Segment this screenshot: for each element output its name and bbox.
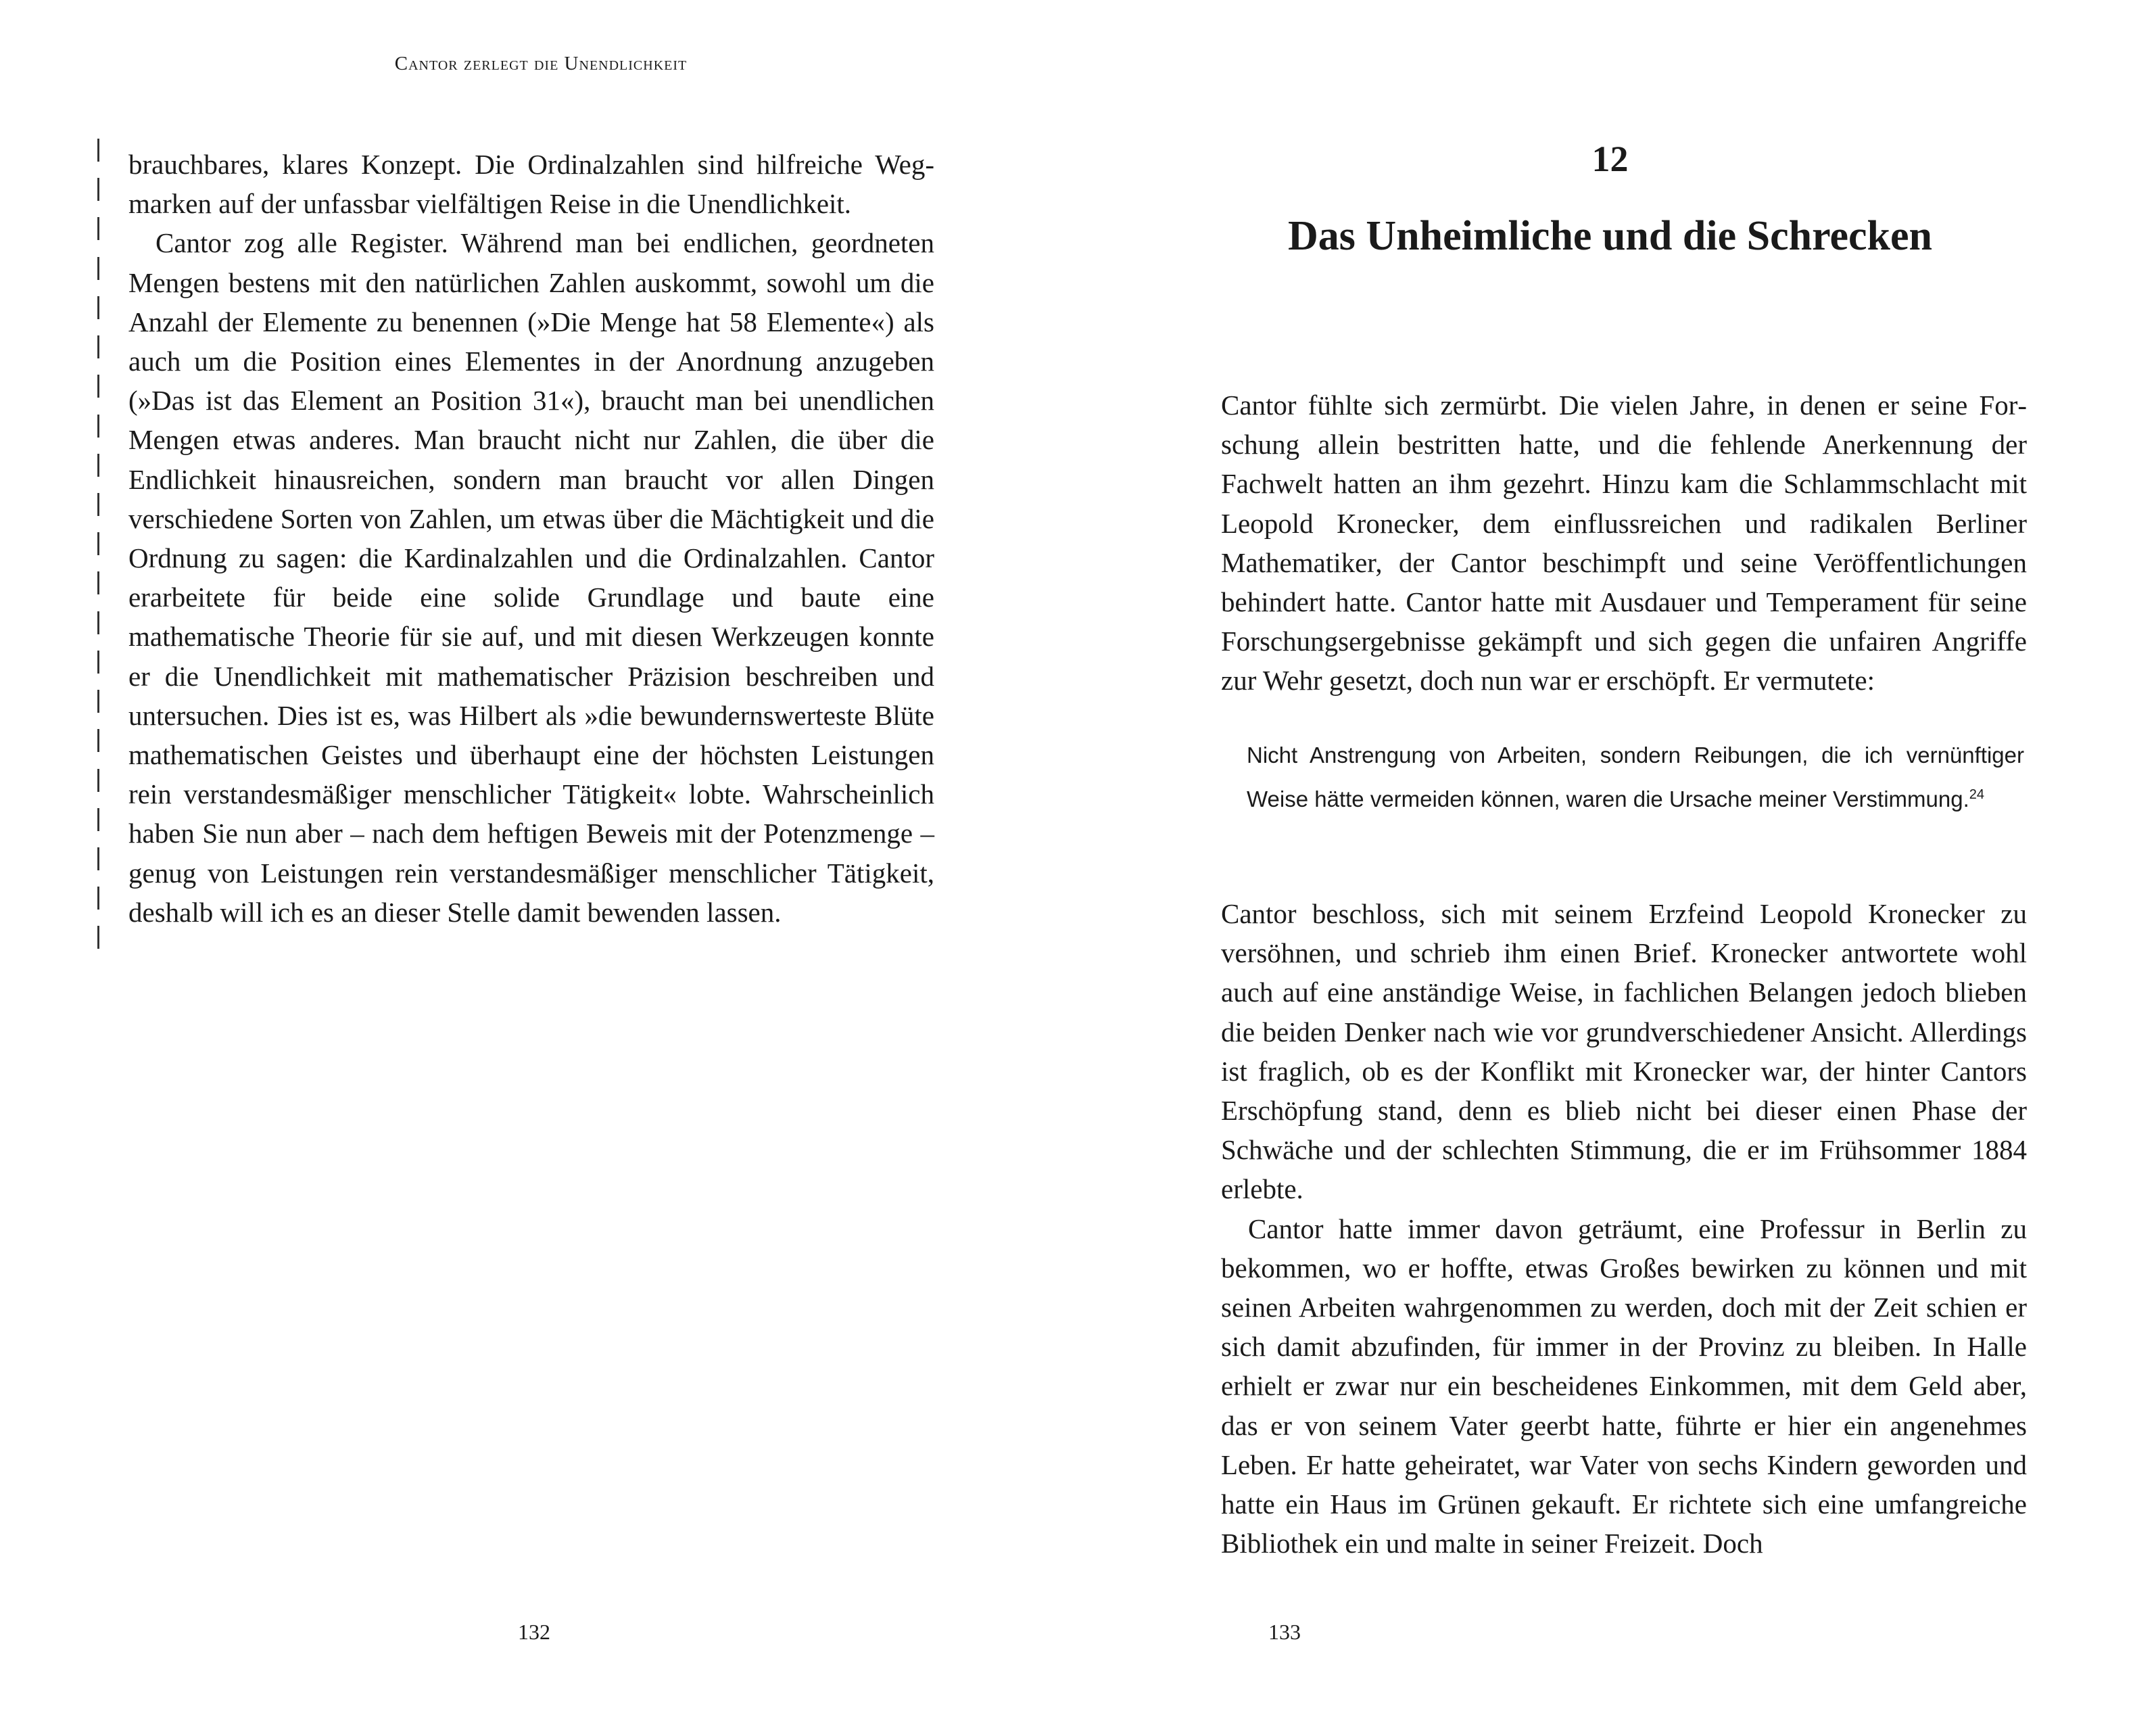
page-number-left: 132: [518, 1620, 550, 1644]
left-body-text: [128, 145, 934, 932]
quote-text: Nicht Anstrengung von Arbeiten, sondern Reibungen, die ich vernünftiger Weise hätte vermeiden können, waren die Ursache meiner Verstimmung.: [1247, 743, 2024, 812]
right-body-text-1: [1221, 385, 2027, 701]
paragraph: brauchbares, klares Konzept. Die Ordinalzahlen sind hilfreiche Wegmarken auf der unfassbar vielfältigen Reise in die Unendlichkeit.: [128, 149, 934, 220]
block-quote: [1247, 735, 2024, 819]
right-body-text-2: [1221, 894, 2027, 1563]
running-head: Cantor zerlegt die Unendlichkeit: [394, 53, 688, 74]
paragraph: Cantor beschloss, sich mit seinem Erzfeind Leopold Kronecker zu versöhnen, und schrieb ihm einen Brief. Kronecker antwortete wohl auch auf eine anständige Weise, in fachlichen Belangen jedoch blieben die beiden Denker nach wie vor grundverschiedener Ansicht. Allerdings ist fraglich, ob es der Konflikt mit Kronecker war, der hinter Cantors Erschöpfung stand, denn es blieb nicht bei dieser einen Phase der Schwäche und der schlechten Stimmung, die er im Frühsommer 1884 erlebte.: [1221, 898, 2027, 1205]
right-page: [1078, 0, 2156, 1717]
paragraph: Cantor hatte immer davon geträumt, eine Professur in Berlin zu bekommen, wo er hoffte, etwas Großes bewirken zu können und mit seinen Arbeiten wahrgenommen zu werden, doch mit der Zeit schien er sich damit abzufinden, für immer in der Provinz zu bleiben. In Halle erhielt er zwar nur ein bescheidenes Einkommen, mit dem Geld aber, das er von seinem Vater geerbt hatte, führte er hier ein angenehmes Leben. Er hatte geheiratet, war Vater von sechs Kindern geworden und hatte ein Haus im Grünen gekauft. Er richtete sich eine umfangreiche Bibliothek ein und malte in seiner Freizeit. Doch: [1221, 1213, 2027, 1559]
gutter-marks: [97, 139, 101, 977]
page-number-right: 133: [1268, 1620, 1301, 1644]
chapter-title: Das Unheimliche und die Schrecken: [1287, 213, 1933, 259]
paragraph: Cantor zog alle Register. Während man bei endlichen, geordneten Mengen bestens mit den natürlichen Zahlen auskommt, sowohl um die Anzahl der Elemente zu benennen (»Die Menge hat 58 Elemente«) als auch um die Position eines Elementes in der Anordnung anzugeben (»Das ist das Element an Position 31«), braucht man bei unendlichen Mengen etwas anderes. Man braucht nicht nur Zahlen, die über die Endlichkeit hinausreichen, sondern man braucht vor allen Dingen verschiedene Sorten von Zahlen, um etwas über die Mächtigkeit und die Ordnung zu sagen: die Kardinalzahlen und die Ordinalzahlen. Cantor erarbeitete für beide eine solide Grundlage und baute eine mathematische Theorie für sie auf, und mit diesen Werkzeugen konnte er die Unendlichkeit mit mathematischer Präzision beschreiben und untersuchen. Dies ist es, was Hilbert als »die bewundernswerteste Blüte mathematischen Geistes und überhaupt eine der höchsten Leistungen rein verstandesmäßiger menschlicher Tätigkeit« lobte. Wahrscheinlich haben Sie nun aber – nach dem heftigen Beweis mit der Potenzmenge – genug von Leistungen rein verstandesmäßiger menschlicher Tätigkeit, deshalb will ich es an dieser Stelle damit bewenden lassen.: [128, 227, 934, 928]
chapter-number: 12: [1591, 139, 1629, 179]
footnote-marker: 24: [1969, 787, 1984, 802]
paragraph: Cantor fühlte sich zermürbt. Die vielen Jahre, in denen er seine Forschung allein bestritten hatte, und die fehlende Anerkennung der Fachwelt hatten an ihm gezehrt. Hinzu kam die Schlammschlacht mit Leopold Kronecker, dem einflussreichen und radikalen Berliner Mathematiker, der Cantor beschimpft und seine Veröffentlichungen behindert hatte. Cantor hatte mit Ausdauer und Temperament für seine Forschungsergebnisse gekämpft und sich gegen die unfairen Angriffe zur Wehr gesetzt, doch nun war er erschöpft. Er vermutete:: [1221, 390, 2027, 697]
